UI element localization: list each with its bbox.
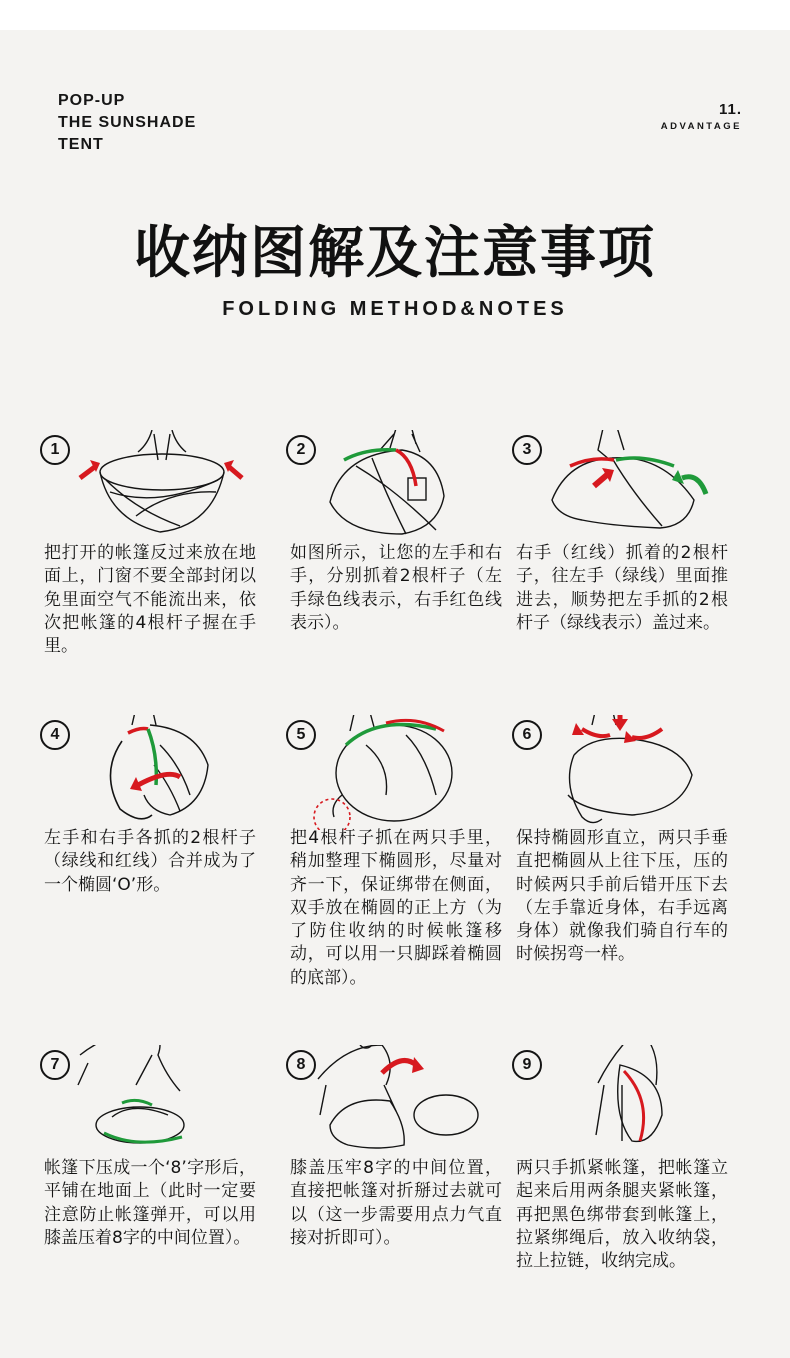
page-label: ADVANTAGE bbox=[660, 121, 742, 132]
step-number-badge: 8 bbox=[286, 1050, 316, 1080]
step-number-badge: 4 bbox=[40, 720, 70, 750]
step-description: 保持椭圆形直立，两只手垂直把椭圆从上往下压，压的时候两只手前后错开压下去（左手靠近身体，右手远离身体）就像我们骑自行车的时候拐弯一样。 bbox=[516, 828, 728, 965]
step-description: 左手和右手各抓的2根杆子（绿线和红线）合并成为了一个椭圆‘O’形。 bbox=[44, 828, 256, 895]
step-description: 膝盖压牢8字的中间位置，直接把帐篷对折掰过去就可以（这一步需要用点力气直接对折即可）。 bbox=[290, 1158, 502, 1248]
step-number-badge: 3 bbox=[512, 435, 542, 465]
page-indicator bbox=[661, 101, 742, 132]
brand-line-2: THE SUNSHADE bbox=[58, 114, 197, 131]
step-number-badge: 1 bbox=[40, 435, 70, 465]
step-description: 把4根杆子抓在两只手里，稍加整理下椭圆形，尽量对齐一下，保证绑带在侧面，双手放在椭圆的正上方（为了防住收纳的时候帐篷移动，可以用一只脚踩着椭圆的底部）。 bbox=[290, 828, 502, 988]
brand-line-1: POP-UP bbox=[58, 92, 126, 109]
brand-line-3: TENT bbox=[58, 136, 104, 153]
brand-name bbox=[58, 90, 196, 156]
step-number-badge: 9 bbox=[512, 1050, 542, 1080]
page-title: 收纳图解及注意事项 bbox=[134, 221, 656, 286]
step-number-badge: 6 bbox=[512, 720, 542, 750]
step-description: 两只手抓紧帐篷，把帐篷立起来后用两条腿夹紧帐篷，再把黑色绑带套到帐篷上，拉紧绑绳后，放入收纳袋，拉上拉链，收纳完成。 bbox=[516, 1158, 728, 1272]
step-number-badge: 7 bbox=[40, 1050, 70, 1080]
step-number-badge: 5 bbox=[286, 720, 316, 750]
top-band bbox=[0, 0, 790, 30]
step-description: 右手（红线）抓着的2根杆子，往左手（绿线）里面推进去，顺势把左手抓的2根杆子（绿线表示）盖过来。 bbox=[516, 543, 728, 633]
page-subtitle: FOLDING METHOD&NOTES bbox=[222, 298, 568, 320]
page-number: 11. bbox=[718, 101, 742, 118]
step-description: 把打开的帐篷反过来放在地面上，门窗不要全部封闭以免里面空气不能流出来，依次把帐篷的4根杆子握在手里。 bbox=[44, 543, 256, 657]
step-number-badge: 2 bbox=[286, 435, 316, 465]
step-description: 如图所示，让您的左手和右手，分别抓着2根杆子（左手绿色线表示，右手红色线表示）。 bbox=[290, 543, 502, 633]
step-description: 帐篷下压成一个‘8’字形后，平铺在地面上（此时一定要注意防止帐篷弹开，可以用膝盖压着8字的中间位置）。 bbox=[44, 1158, 256, 1248]
